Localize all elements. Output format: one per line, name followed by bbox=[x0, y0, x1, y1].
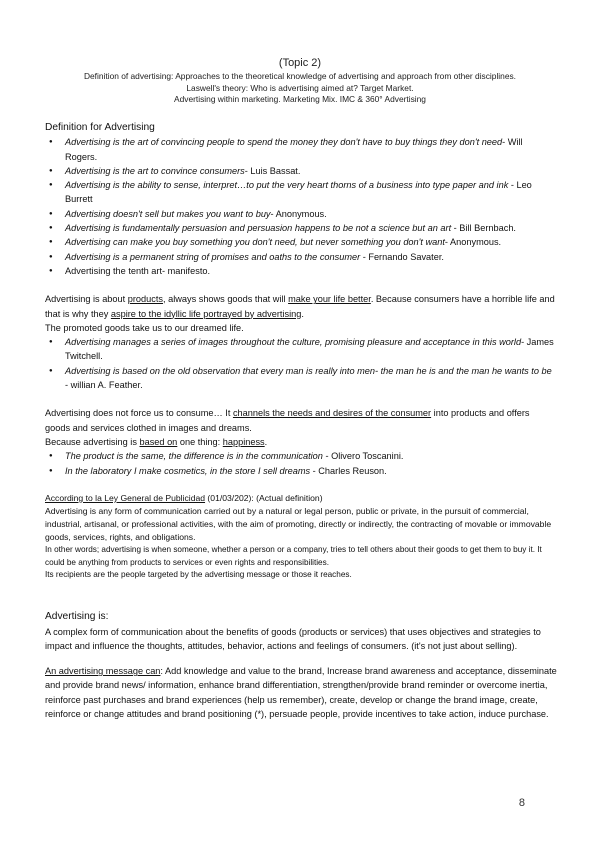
topic-header bbox=[0, 56, 600, 106]
about-line-2: The promoted goods take us to our dreamed life. bbox=[45, 322, 244, 333]
list-item: ● Advertising doesn't sell but makes you want to buy- Anonymous. bbox=[45, 207, 557, 221]
list-item: ● Advertising the tenth art- manifesto. bbox=[45, 264, 557, 278]
header-line-3: Advertising within marketing. Marketing Mix. IMC & 360° Advertising bbox=[174, 94, 426, 104]
advertising-message-paragraph: An advertising message can: Add knowledge and value to the brand, Increase brand awareness and acceptance, disseminate and provide brand news/ information, enhance brand differentiation, strengthen/provide brand reminder or overcome inertia, reinforce past purchases and brand experiences (help us remember), create, develop or change the brand image, create, reinforce or change attitudes and brand positioning (*), persuade people, provide incentives to take action, induce purchase. bbox=[45, 666, 557, 719]
law-paragraph-3: Its recipients are the people targeted by the advertising message or those it reaches. bbox=[45, 570, 352, 580]
advertising-is-paragraph: A complex form of communication about the benefits of goods (products or services) that uses objectives and strategies to impact and influence the thoughts, attitudes, behavior, actions and feelings of consumers. (it's not just about selling). bbox=[45, 626, 541, 651]
force-list bbox=[45, 449, 557, 478]
list-item: ● Advertising is based on the old observation that every man is really into men- the man he is and the man he wants to be - willian A. Feather. bbox=[45, 364, 557, 393]
law-title: According to la Ley General de Publicidad (01/03/202): (Actual definition) bbox=[45, 492, 323, 503]
page-number: 8 bbox=[518, 797, 525, 809]
header-line-2: Laswell's theory: Who is advertising aimed at? Target Market. bbox=[186, 82, 414, 93]
list-item: ● Advertising is the art to convince consumers- Luis Bassat. bbox=[45, 164, 557, 178]
list-item: ● Advertising can make you buy something you don't need, but never something you don't want- Anonymous. bbox=[45, 235, 557, 249]
list-item: ● Advertising is the art of convincing people to spend the money they don't have to buy things they don't need- Will Rogers. bbox=[45, 135, 557, 164]
list-item: ● Advertising is a permanent string of promises and oaths to the consumer - Fernando Savater. bbox=[45, 250, 557, 264]
law-paragraph-1: Advertising is any form of communication carried out by a natural or legal person, public or private, in the pursuit of commercial, industrial, artisanal, or professional activities, with the aim of promoting, directly or indirectly, the contracting of movable or immovable goods, services, rights, and obligations. bbox=[45, 505, 552, 542]
about-paragraph: Advertising is about products, always shows goods that will make your life better. Because consumers have a horrible life and that is why they aspire to the idyllic life portrayed by advertising. bbox=[45, 294, 555, 319]
list-item: ● Advertising manages a series of images throughout the culture, promising pleasure and acceptance in this world- James Twitchell. bbox=[45, 335, 557, 364]
about-list bbox=[45, 335, 557, 392]
law-paragraph-2: In other words; advertising is when someone, whether a person or a company, tries to tell others about their goods to get them to buy it. It could be anything from products to services or even rights and responsibilities. bbox=[45, 544, 542, 567]
list-item: ● Advertising is the ability to sense, interpret…to put the very heart thorns of a business into type paper and ink - Leo Burrett bbox=[45, 178, 557, 207]
definition-list bbox=[45, 135, 557, 278]
header-line-1: Definition of advertising: Approaches to the theoretical knowledge of advertising and approach from other disciplines. bbox=[83, 71, 517, 81]
definition-title: Definition for Advertising bbox=[45, 122, 155, 133]
list-item: ● The product is the same, the difference is in the communication - Olivero Toscanini. bbox=[45, 449, 557, 463]
content bbox=[45, 121, 557, 721]
topic-label: (Topic 2) bbox=[278, 57, 322, 69]
happiness-line: Because advertising is based on one thing: happiness. bbox=[45, 436, 268, 447]
advertising-is-title: Advertising is: bbox=[45, 611, 109, 623]
list-item: ● In the laboratory I make cosmetics, in the store I sell dreams - Charles Reuson. bbox=[45, 464, 557, 478]
force-paragraph: Advertising does not force us to consume… It channels the needs and desires of the consumer into products and offers goods and services clothed in images and dreams. bbox=[45, 408, 530, 433]
list-item: ● Advertising is fundamentally persuasion and persuasion happens to be not a science but an art - Bill Bernbach. bbox=[45, 221, 557, 235]
